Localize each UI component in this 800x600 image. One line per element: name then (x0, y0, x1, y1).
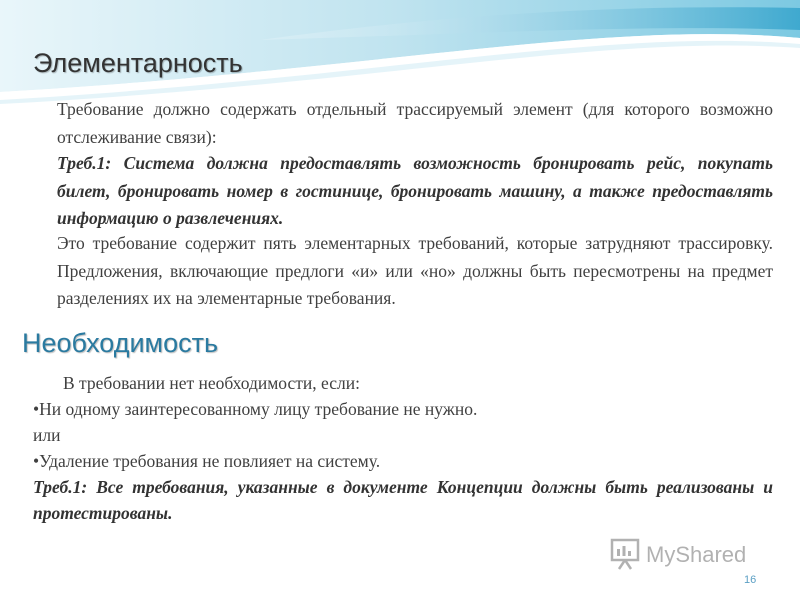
section-title-elementarity: Элементарность (33, 48, 243, 78)
elementarity-example: Треб.1: Система должна предоставлять возможность бронировать рейс, покупать билет, бронировать номер в гостинице, бронировать машину, а также предоставлять информацию о развлечениях. (57, 153, 773, 228)
presentation-board-icon (612, 540, 638, 569)
necessity-or: или (33, 425, 61, 445)
necessity-bullet-1: •Ни одному заинтересованному лицу требование не нужно. (33, 399, 478, 419)
elementarity-explanation: Это требование содержит пять элементарных требований, которые затрудняют трассировку. Предложения, включающие предлоги «и» или «но» должны быть пересмотрены на предмет разделениях их на элементарные требования. (57, 233, 773, 308)
elementarity-intro: Требование должно содержать отдельный трассируемый элемент (для которого возможно отслеживание связи): (57, 99, 773, 147)
myshared-watermark (610, 536, 765, 572)
svg-text:MyShared: MyShared (646, 542, 747, 567)
page-number: 16 (744, 574, 757, 586)
necessity-intro: В требовании нет необходимости, если: (63, 373, 360, 393)
necessity-example: Треб.1: Все требования, указанные в документе Концепции должны быть реализованы и протестированы. (33, 477, 773, 523)
section-title-necessity: Необходимость (22, 328, 219, 358)
necessity-block (33, 370, 773, 526)
necessity-bullet-2: •Удаление требования не повлияет на систему. (33, 451, 381, 471)
